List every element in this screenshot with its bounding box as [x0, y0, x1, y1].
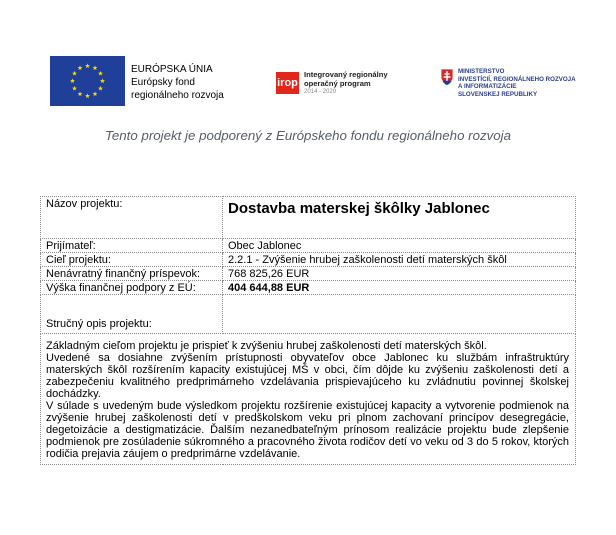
ministry-logo-line: MINISTERSTVO — [458, 68, 505, 75]
eu-star-icon — [93, 65, 98, 70]
project-info-table — [40, 196, 576, 465]
eu-star-icon — [100, 78, 105, 83]
eu-star-icon — [93, 91, 98, 96]
project-name-value: Dostavba materskej škôlky Jablonec — [228, 200, 490, 217]
summary-empty-cell — [223, 295, 576, 334]
table-row — [41, 197, 576, 239]
eu-star-icon — [72, 86, 77, 91]
logo-bar — [0, 0, 616, 110]
description-paragraph: V súlade s uvedeným bude výsledkom projektu rozšírenie existujúcej kapacity a vytvorenie podmienok na zvýšenie hrubej zaškolenosti detí v predškolskom veku pri plnom zachovaní princípov desegregácie, degetoizácie a destigmatizácie. Ďalším nezanedbateľným prínosom realizácie projektu bude zlepšenie podmienok pre zosúladenie súkromného a pracovného života rodičov detí vo veku od 3 do 5 rokov, ktorých rodičia prejavia záujem o predprimárne vzdelávanie. — [46, 400, 569, 460]
ministry-logo-line: A INFORMATIZÁCIE — [458, 83, 517, 91]
goal-label: Cieľ projektu: — [41, 253, 223, 267]
eu-support-label: Výška finančnej podpory z EÚ: — [41, 281, 223, 295]
goal-value: 2.2.1 - Zvýšenie hrubej zaškolenosti detí materských škôl — [223, 253, 576, 267]
slovak-coat-of-arms-icon — [440, 68, 454, 86]
ministry-logo-line: SLOVENSKEJ REPUBLIKY — [458, 90, 538, 98]
eu-star-icon — [98, 86, 103, 91]
description-paragraph: Uvedené sa dosiahne zvýšením prístupnosti obyvateľov obce Jablonec ku službám infraštruktúry materských škôl rozšírením kapacity existujúcej MŠ v obci, čím dôjde ku zvýšeniu zaškolenosti detí a zabezpečeniu kvalitného predprimárneho vzdelávania prispievajúceho ku zvládnutiu povinnej školskej dochádzky. — [46, 352, 569, 400]
eu-flag-icon — [50, 56, 125, 106]
eu-logo-line: Európsky fond — [131, 77, 195, 88]
eu-star-icon — [85, 93, 90, 98]
recipient-label: Prijímateľ: — [41, 239, 223, 253]
table-row — [41, 281, 576, 295]
summary-label: Stručný opis projektu: — [41, 295, 223, 334]
table-row — [41, 295, 576, 334]
eu-star-icon — [85, 63, 90, 68]
grant-value: 768 825,26 EUR — [223, 267, 576, 281]
table-row — [41, 253, 576, 267]
eu-logo-text — [131, 63, 224, 102]
project-description — [41, 334, 576, 465]
eu-star-icon — [78, 91, 83, 96]
recipient-value: Obec Jablonec — [223, 239, 576, 253]
table-row — [41, 239, 576, 253]
eu-star-icon — [72, 71, 77, 76]
eu-star-icon — [70, 78, 75, 83]
project-name-cell — [223, 197, 576, 239]
eu-support-value: 404 644,88 EUR — [223, 281, 576, 295]
table-row — [41, 267, 576, 281]
irop-logo-icon: irop — [276, 72, 299, 94]
ministry-logo-text — [458, 68, 576, 98]
irop-logo-text — [304, 70, 388, 96]
grant-label: Nenávratný finančný príspevok: — [41, 267, 223, 281]
tagline: Tento projekt je podporený z Európskeho fondu regionálneho rozvoja — [104, 128, 512, 143]
irop-logo-line: operačný program — [304, 79, 371, 88]
eu-star-icon — [78, 65, 83, 70]
description-paragraph: Základným cieľom projektu je prispieť k zvýšeniu hrubej zaškolenosti detí materských škôl. — [46, 340, 487, 352]
project-name-label: Názov projektu: — [41, 197, 223, 239]
irop-years: 2014 - 2020 — [304, 89, 337, 95]
irop-logo-line: Integrovaný regionálny — [304, 70, 388, 79]
eu-logo-line: EURÓPSKA ÚNIA — [131, 64, 213, 75]
ministry-logo-line: INVESTÍCIÍ, REGIONÁLNEHO ROZVOJA — [458, 75, 576, 83]
table-row — [41, 334, 576, 465]
eu-star-icon — [98, 71, 103, 76]
eu-logo-line: regionálneho rozvoja — [131, 90, 224, 101]
